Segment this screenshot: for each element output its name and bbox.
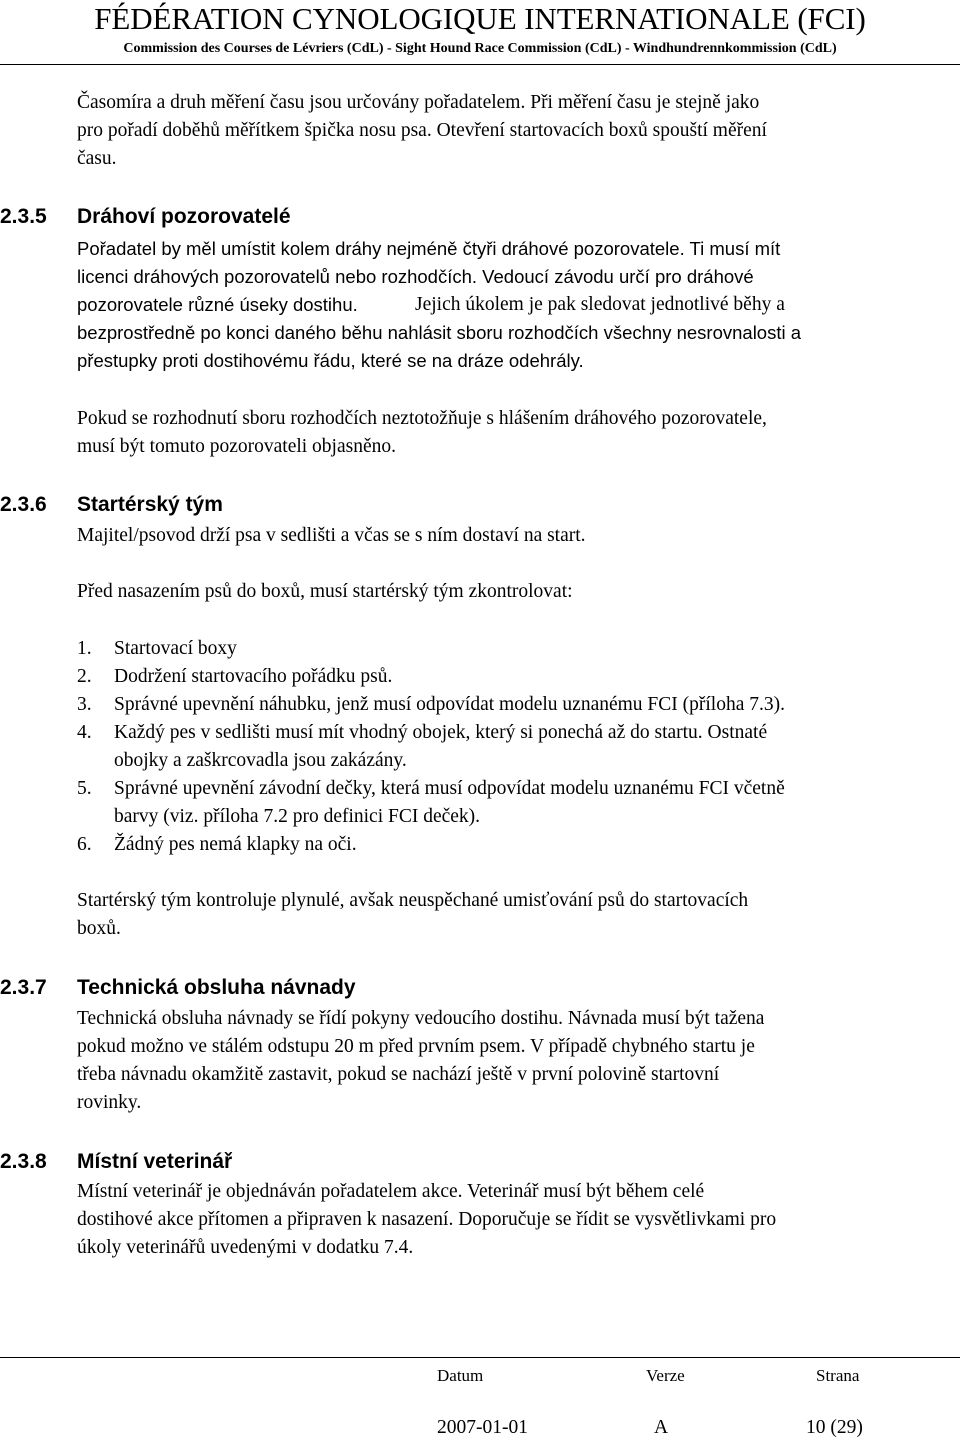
body-line: licenci dráhových pozorovatelů nebo rozhodčích. Vedoucí závodu určí pro dráhové (77, 266, 754, 287)
footer-version-label: Verze (646, 1366, 685, 1385)
list-item-text: Každý pes v sedlišti musí mít vhodný obojek, který si ponechá až do startu. Ostnaté (114, 722, 768, 743)
list-item-number: 2. (77, 666, 92, 687)
list-item-text: Žádný pes nemá klapky na oči. (114, 834, 357, 855)
body-line: boxů. (77, 918, 121, 939)
list-item-text: Správné upevnění závodní dečky, která musí odpovídat modelu uznanému FCI včetně (114, 778, 785, 799)
body-line: Pokud se rozhodnutí sboru rozhodčích neztotožňuje s hlášením dráhového pozorovatele, (77, 408, 767, 429)
body-line: rovinky. (77, 1092, 142, 1113)
list-item-text: barvy (viz. příloha 7.2 pro definici FCI deček). (114, 806, 481, 827)
document-header-title: FÉDÉRATION CYNOLOGIQUE INTERNATIONALE (FCI) (94, 1, 866, 36)
list-item-text: Správné upevnění náhubku, jenž musí odpovídat modelu uznanému FCI (příloha 7.3). (114, 694, 785, 715)
body-line: přestupky proti dostihovému řádu, které se na dráze odehrály. (77, 350, 584, 371)
list-item-number: 6. (77, 834, 92, 855)
list-item-number: 4. (77, 722, 92, 743)
body-line: dostihové akce přítomen a připraven k nasazení. Doporučuje se řídit se vysvětlivkami pro (77, 1209, 777, 1230)
body-line: třeba návnadu okamžitě zastavit, pokud se nachází ještě v první polovině startovní (77, 1064, 720, 1085)
body-line: Před nasazením psů do boxů, musí startérský tým zkontrolovat: (77, 581, 573, 602)
section-number: 2.3.5 (0, 205, 47, 228)
list-item-text: Dodržení startovacího pořádku psů. (114, 666, 393, 687)
footer-version-value: A (654, 1417, 669, 1438)
footer-divider (0, 1357, 960, 1358)
body-line: Místní veterinář je objednáván pořadatelem akce. Veterinář musí být během celé (77, 1181, 705, 1202)
section-title: Dráhoví pozorovatelé (77, 205, 291, 228)
body-line: Startérský tým kontroluje plynulé, avšak neuspěchané umisťování psů do startovacích (77, 890, 749, 911)
section-title: Místní veterinář (77, 1150, 233, 1173)
section-number: 2.3.6 (0, 493, 47, 516)
body-line: Pořadatel by měl umístit kolem dráhy nejméně čtyři dráhové pozorovatele. Ti musí mít (77, 238, 781, 259)
body-line: Jejich úkolem je pak sledovat jednotlivé běhy a (415, 294, 785, 315)
list-item-text: Startovací boxy (114, 638, 237, 659)
list-item-number: 1. (77, 638, 92, 659)
intro-line: pro pořadí doběhů měřítkem špička nosu psa. Otevření startovacích boxů spouští měření (77, 120, 767, 141)
body-line: Majitel/psovod drží psa v sedlišti a včas se s ním dostaví na start. (77, 525, 586, 546)
list-item-number: 3. (77, 694, 92, 715)
body-line: pozorovatele různé úseky dostihu. (77, 294, 358, 315)
footer-date-label: Datum (437, 1366, 484, 1385)
header-divider (0, 64, 960, 65)
body-line: Technická obsluha návnady se řídí pokyny vedoucího dostihu. Návnada musí být tažena (77, 1008, 765, 1029)
list-item-text: obojky a zaškrcovadla jsou zakázány. (114, 750, 407, 771)
body-line: musí být tomuto pozorovateli objasněno. (77, 436, 396, 457)
footer-page-label: Strana (816, 1366, 860, 1385)
section-title: Startérský tým (77, 493, 223, 516)
intro-line: Časomíra a druh měření času jsou určovány pořadatelem. Při měření času je stejně jako (77, 92, 760, 113)
list-item-number: 5. (77, 778, 92, 799)
document-header-commission: Commission des Courses de Lévriers (CdL) - Sight Hound Race Commission (CdL) - Windhundrennkommission (CdL) (123, 41, 837, 56)
intro-line: času. (77, 148, 117, 169)
section-number: 2.3.8 (0, 1150, 47, 1173)
body-line: pokud možno ve stálém odstupu 20 m před prvním psem. V případě chybného startu je (77, 1036, 755, 1057)
footer-date-value: 2007-01-01 (437, 1417, 528, 1438)
footer-page-value: 10 (29) (806, 1417, 863, 1438)
body-line: úkoly veterinářů uvedenými v dodatku 7.4. (77, 1237, 414, 1258)
body-line: bezprostředně po konci daného běhu nahlásit sboru rozhodčích všechny nesrovnalosti a (77, 322, 802, 343)
section-title: Technická obsluha návnady (77, 976, 356, 999)
section-number: 2.3.7 (0, 976, 47, 999)
